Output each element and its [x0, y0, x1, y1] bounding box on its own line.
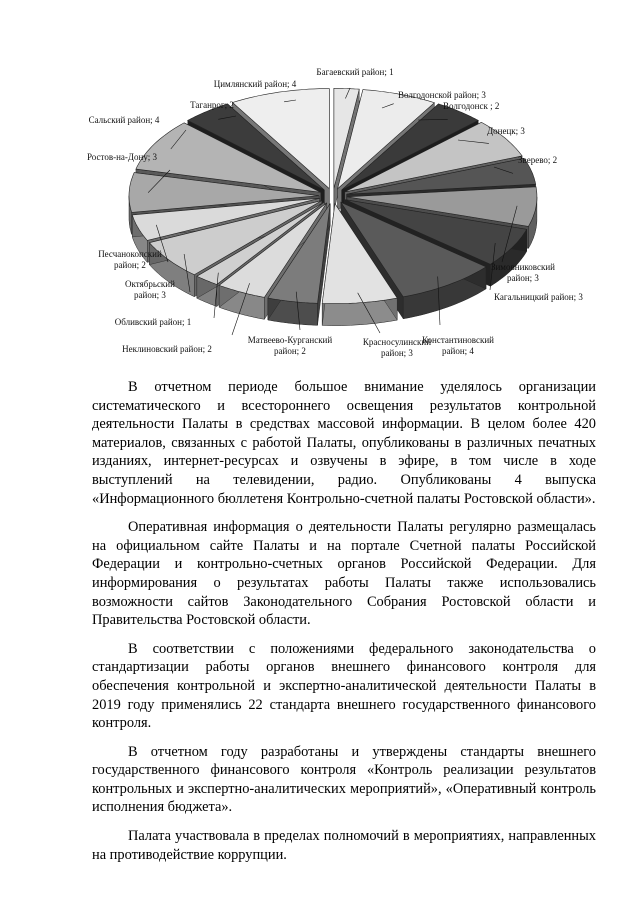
slice-label: Багаевский район; 1 — [316, 67, 394, 77]
slice-label: Песчанокопский район; 2 — [98, 249, 162, 270]
slice-label: Цимлянский район; 4 — [213, 79, 297, 89]
slice-label: Зверево; 2 — [518, 155, 558, 165]
paragraph-standards-approved: В отчетном году разработаны и утверждены стандарты внешнего государственного финансового контроля «Контроль реализации результатов контрольных и экспертно-аналитических мероприятий», «Оперативный контроль исполнения бюджета». — [92, 743, 596, 816]
pie-chart — [0, 0, 640, 380]
paragraph-anti-corruption: Палата участвовала в пределах полномочий в мероприятиях, направленных на противодействие коррупции. — [92, 828, 596, 863]
slice-label: Константиновский район; 4 — [422, 335, 494, 356]
slice-label: Красносулинский район; 3 — [362, 337, 432, 358]
slice-label: Сальский район; 4 — [88, 115, 160, 125]
paragraph-website-info: Оперативная информация о деятельности Палаты регулярно размещалась на официальном сайте Палаты и на портале Счетной палаты Российской Федерации и контрольно-счетных органов Российской Федерации. Для информирования о результатах работы Палаты также использовались возможности сайтов Законодательного Собрания Ростовской области и Правительства Ростовской области. — [92, 519, 596, 629]
slice-label: Донецк; 3 — [487, 126, 525, 136]
paragraph-media-coverage: В отчетном периоде большое внимание уделялось организации систематического и всестороннего освещения результатов контрольной деятельности Палаты в средствах массовой информации. В целом более 420 материалов, связанных с работой Палаты, опубликованы в различных печатных изданиях, интернет-ресурсах и озвучены в эфире, в том числе в ходе выступлений на телевидении, радио. Опубликованы 4 выпуска «Информационного бюллетеня Контрольно-счетной палаты Ростовской области». — [92, 379, 596, 507]
slice-label: Кагальницкий район; 3 — [494, 292, 583, 302]
body-text — [92, 378, 596, 874]
paragraph-standards-applied: В соответствии с положениями федерального законодательства о стандартизации работы органов внешнего финансового контроля для обеспечения контрольной и экспертно-аналитической деятельности Палаты в 2019 году применялись 22 стандарта внешнего государственного финансового контроля. — [92, 640, 596, 732]
slice-label: Октябрьский район; 3 — [125, 279, 175, 300]
slice-label: Волгодонской район; 3 — [398, 90, 486, 100]
slice-label: Матвеево-Курганский район; 2 — [247, 335, 333, 356]
slice-label: Зимовниковский район; 3 — [490, 262, 556, 283]
slice-label: Ростов-на-Дону; 3 — [87, 152, 157, 162]
slice-label: Обливский район; 1 — [114, 317, 192, 327]
slice-label: Неклиновский район; 2 — [122, 344, 212, 354]
slice-label: Таганрог; 2 — [190, 100, 234, 110]
slice-label: Волгодонск ; 2 — [443, 101, 500, 111]
pie-slices — [129, 88, 537, 325]
